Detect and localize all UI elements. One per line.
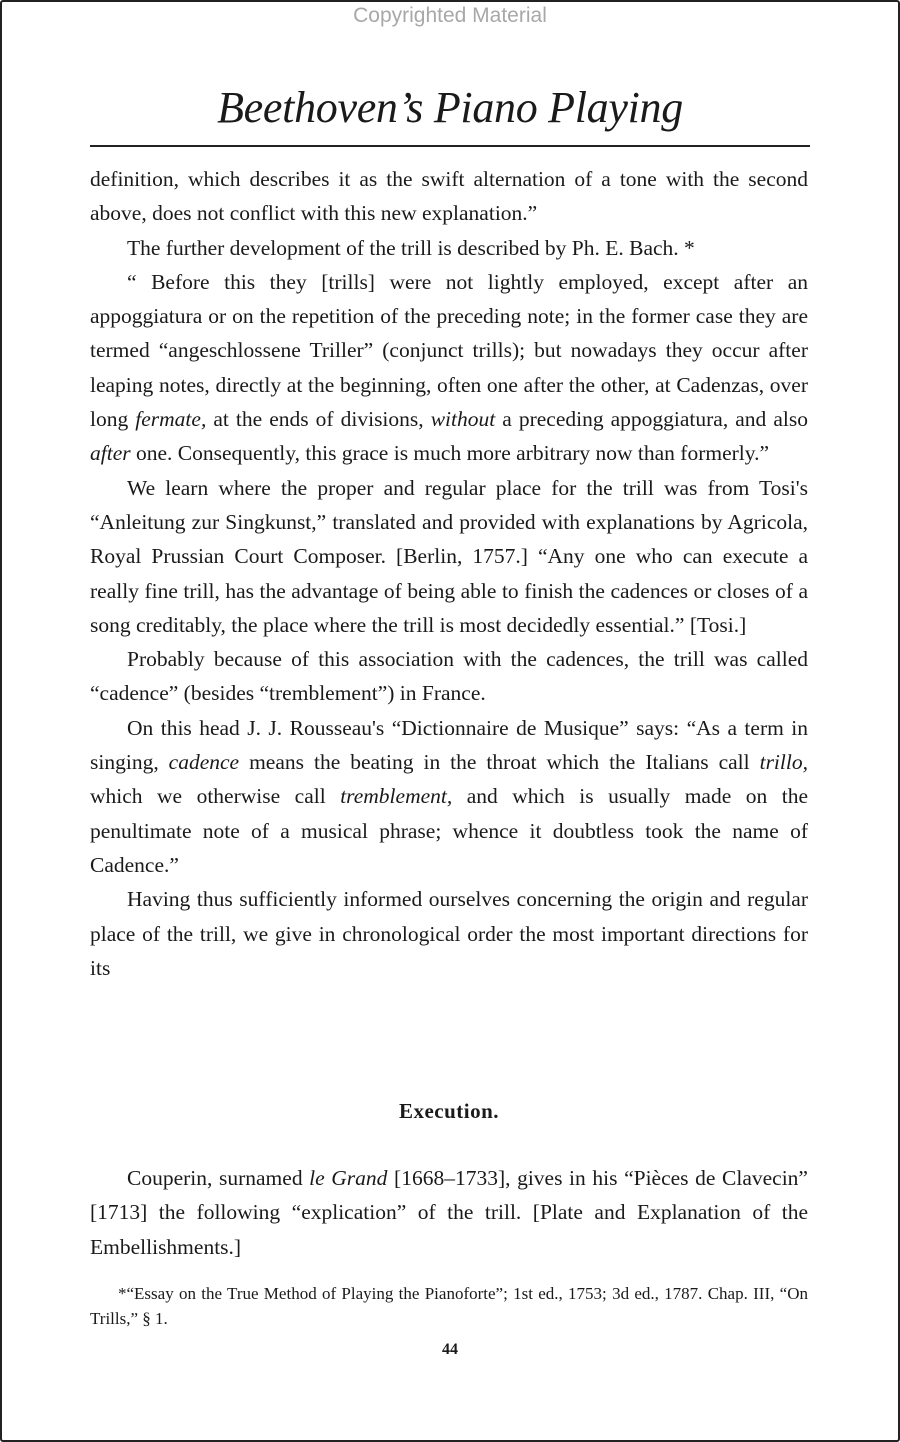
header-rule bbox=[90, 145, 810, 147]
copyright-watermark: Copyrighted Material bbox=[353, 4, 547, 27]
paragraph-tosi: We learn where the proper and regular place for the trill was from Tosi's “Anleitung zur Singkunst,” translated and provided with explanations by Agricola, Royal Prussian Court Composer. [Berlin, 1757.] “Any one who can execute a really fine trill, has the advantage of being able to finish the cadences or closes of a song creditably, the place where the trill is most decidedly essential.” [Tosi.] bbox=[90, 475, 808, 637]
text-run: one. Consequently, this grace is much more arbitrary now than formerly.” bbox=[130, 441, 770, 466]
paragraph-couperin bbox=[90, 1161, 808, 1264]
paragraph-bach-intro: The further development of the trill is described by Ph. E. Bach. * bbox=[127, 235, 695, 260]
italic-term-fermate: fermate, bbox=[135, 407, 207, 432]
italic-term-after: after bbox=[90, 441, 131, 466]
text-run: [1668–1733], gives in his “Pièces de Clavecin” [1713] the following “explication” of the trill. [Plate and Explanation of the Embellishments.] bbox=[90, 1166, 808, 1259]
paragraph-transition: Having thus sufficiently informed ourselves concerning the origin and regular place of the trill, we give in chronological order the most important directions for its bbox=[90, 887, 808, 980]
page-number: 44 bbox=[442, 1341, 458, 1358]
text-run: means the beating in the throat which the Italians call bbox=[239, 750, 760, 775]
section-heading: Execution. bbox=[398, 1099, 500, 1123]
italic-term-trillo: trillo, bbox=[759, 750, 808, 775]
running-head-title: Beethoven’s Piano Playing bbox=[217, 83, 683, 132]
footnote bbox=[90, 1281, 808, 1331]
text-run: “ Before this they [trills] were not lightly employed, except after an appoggiatura or on the repetition of the preceding note; in the former case they are termed “angeschlossene Triller” (conjunct trills); but nowadays they occur after leaping notes, directly at the beginning, often one after the other, at Cadenzas, over long bbox=[90, 269, 808, 432]
paragraph-rousseau bbox=[90, 711, 808, 882]
paragraph-continuation: definition, which describes it as the swift alternation of a tone with the second above, does not conflict with this new explanation.” bbox=[90, 167, 808, 226]
footnote-text: *“Essay on the True Method of Playing the Pianoforte”; 1st ed., 1753; 3d ed., 1787. Chap. III, “On Trills,” § 1. bbox=[90, 1284, 808, 1328]
text-run: Couperin, surnamed bbox=[127, 1166, 310, 1190]
text-run: a preceding appoggiatura, and also bbox=[495, 407, 808, 432]
paragraph-bach-quote bbox=[90, 265, 808, 471]
main-text-block bbox=[90, 162, 808, 985]
text-run: at the ends of divisions, bbox=[206, 407, 431, 432]
italic-term-without: without bbox=[430, 407, 496, 432]
text-run: which we otherwise call bbox=[90, 784, 341, 809]
text-run: and which is usually made on the penultimate note of a musical phrase; whence it doubtless took the name of Cadence.” bbox=[90, 784, 809, 877]
text-run: On this head J. J. Rousseau's “Dictionnaire de Musique” says: “As a term in singing, bbox=[90, 715, 808, 775]
italic-term-tremblement: tremblement, bbox=[340, 784, 453, 809]
italic-term-le-grand: le Grand bbox=[309, 1166, 388, 1190]
paragraph-cadence-france: Probably because of this association with the cadences, the trill was called “cadence” (besides “tremblement”) in France. bbox=[90, 647, 808, 706]
italic-term-cadence: cadence bbox=[168, 750, 240, 775]
section-text-block bbox=[90, 1161, 808, 1264]
